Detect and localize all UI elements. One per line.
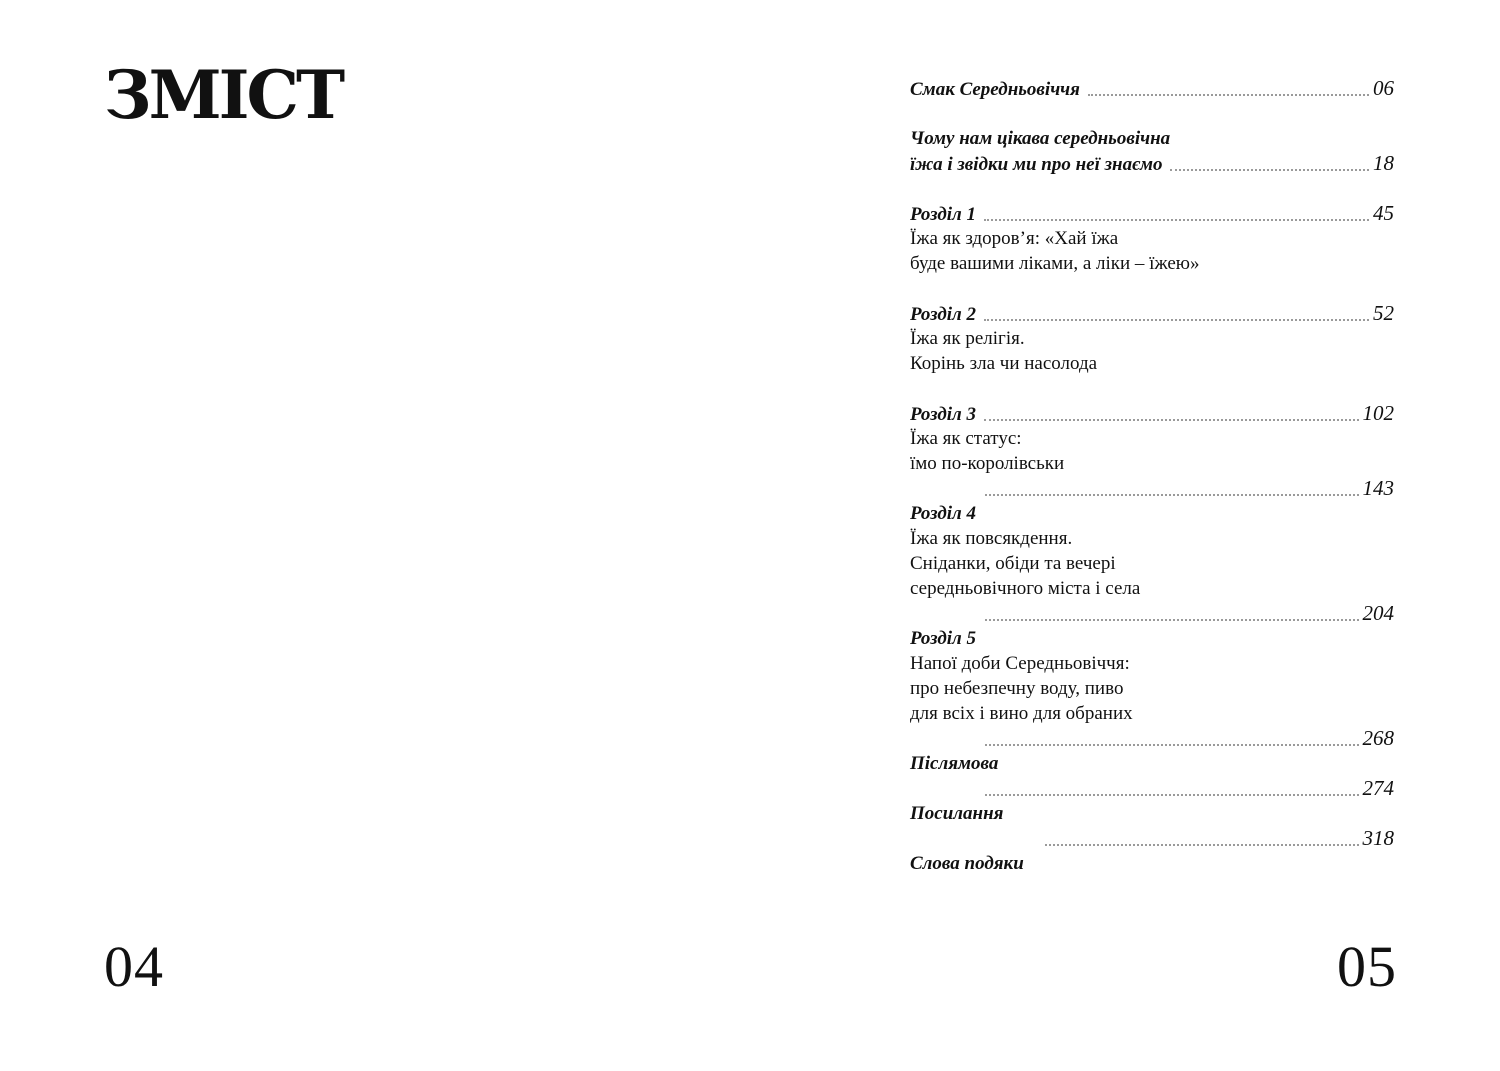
toc-entry-label: Смак Середньовіччя [910, 79, 1080, 100]
toc-page-line-thanks[interactable] [910, 826, 1394, 851]
toc-entry-label: Розділ 4 [910, 503, 977, 524]
dot-leader [985, 794, 1359, 796]
chapter-description: Корінь зла чи насолода [910, 353, 1098, 374]
dot-leader [1045, 844, 1359, 846]
toc-page-number: 143 [1362, 476, 1394, 500]
toc-entry-intro[interactable] [910, 76, 1394, 101]
toc-page-number: 45 [1373, 201, 1394, 225]
dot-leader [984, 319, 1369, 321]
toc-page-number: 204 [1362, 601, 1394, 625]
toc-entry-label: їжа і звідки ми про неї знаємо [910, 154, 1163, 175]
toc-page-number: 274 [1362, 776, 1394, 800]
dot-leader [1170, 169, 1369, 171]
chapter-description: середньовічного міста і села [910, 578, 1141, 599]
toc-entry-label: Слова подяки [910, 853, 1024, 874]
table-of-contents [910, 76, 1394, 876]
toc-entry-thanks[interactable] [910, 851, 1394, 876]
dot-leader [985, 744, 1359, 746]
toc-entry-chapter-1[interactable] [910, 201, 1394, 226]
toc-page-number: 318 [1362, 826, 1394, 850]
toc-entry-why-interesting-cont[interactable] [910, 151, 1394, 176]
toc-entry-chapter-3[interactable] [910, 401, 1394, 426]
toc-entry-label: Післямова [910, 753, 999, 774]
toc-entry-why-interesting[interactable] [910, 126, 1394, 151]
toc-page-line-references[interactable] [910, 776, 1394, 801]
toc-page-number: 06 [1373, 76, 1394, 100]
chapter-description: буде вашими ліками, а ліки – їжею» [910, 253, 1200, 274]
toc-entry-references[interactable] [910, 801, 1394, 826]
chapter-description: Напої доби Середньовіччя: [910, 653, 1130, 674]
toc-entry-label: Посилання [910, 803, 1004, 824]
toc-page-number: 18 [1373, 151, 1394, 175]
toc-entry-label: Розділ 2 [910, 304, 977, 325]
toc-page-number: 268 [1362, 726, 1394, 750]
dot-leader [984, 419, 1358, 421]
chapter-description: про небезпечну воду, пиво [910, 678, 1124, 699]
toc-page-number: 52 [1373, 301, 1394, 325]
toc-entry-label: Чому нам цікава середньовічна [910, 128, 1171, 149]
chapter-description: Їжа як повсякдення. [910, 528, 1073, 549]
toc-entry-chapter-2[interactable] [910, 301, 1394, 326]
chapter-description: їмо по-королівськи [910, 453, 1065, 474]
chapter-description: для всіх і вино для обраних [910, 703, 1133, 724]
toc-entry-label: Розділ 5 [910, 628, 977, 649]
dot-leader [985, 494, 1359, 496]
chapter-description: Сніданки, обіди та вечері [910, 553, 1116, 574]
toc-page-line-chapter-5[interactable] [910, 601, 1394, 626]
toc-entry-afterword[interactable] [910, 751, 1394, 776]
chapter-description: Їжа як здоров’я: «Хай їжа [910, 228, 1119, 249]
page-number-left: 04 [104, 934, 164, 999]
toc-page-line-afterword[interactable] [910, 726, 1394, 751]
page-title: ЗМІСТ [104, 56, 343, 134]
toc-entry-label: Розділ 3 [910, 404, 977, 425]
toc-page-number: 102 [1362, 401, 1394, 425]
dot-leader [1088, 94, 1369, 96]
page-number-right: 05 [1337, 934, 1397, 999]
dot-leader [984, 219, 1369, 221]
dot-leader [985, 619, 1359, 621]
toc-entry-chapter-4[interactable] [910, 501, 1394, 526]
chapter-description: Їжа як статус: [910, 428, 1022, 449]
toc-page-line-chapter-4[interactable] [910, 476, 1394, 501]
chapter-description: Їжа як релігія. [910, 328, 1025, 349]
toc-entry-chapter-5[interactable] [910, 626, 1394, 651]
toc-entry-label: Розділ 1 [910, 204, 977, 225]
